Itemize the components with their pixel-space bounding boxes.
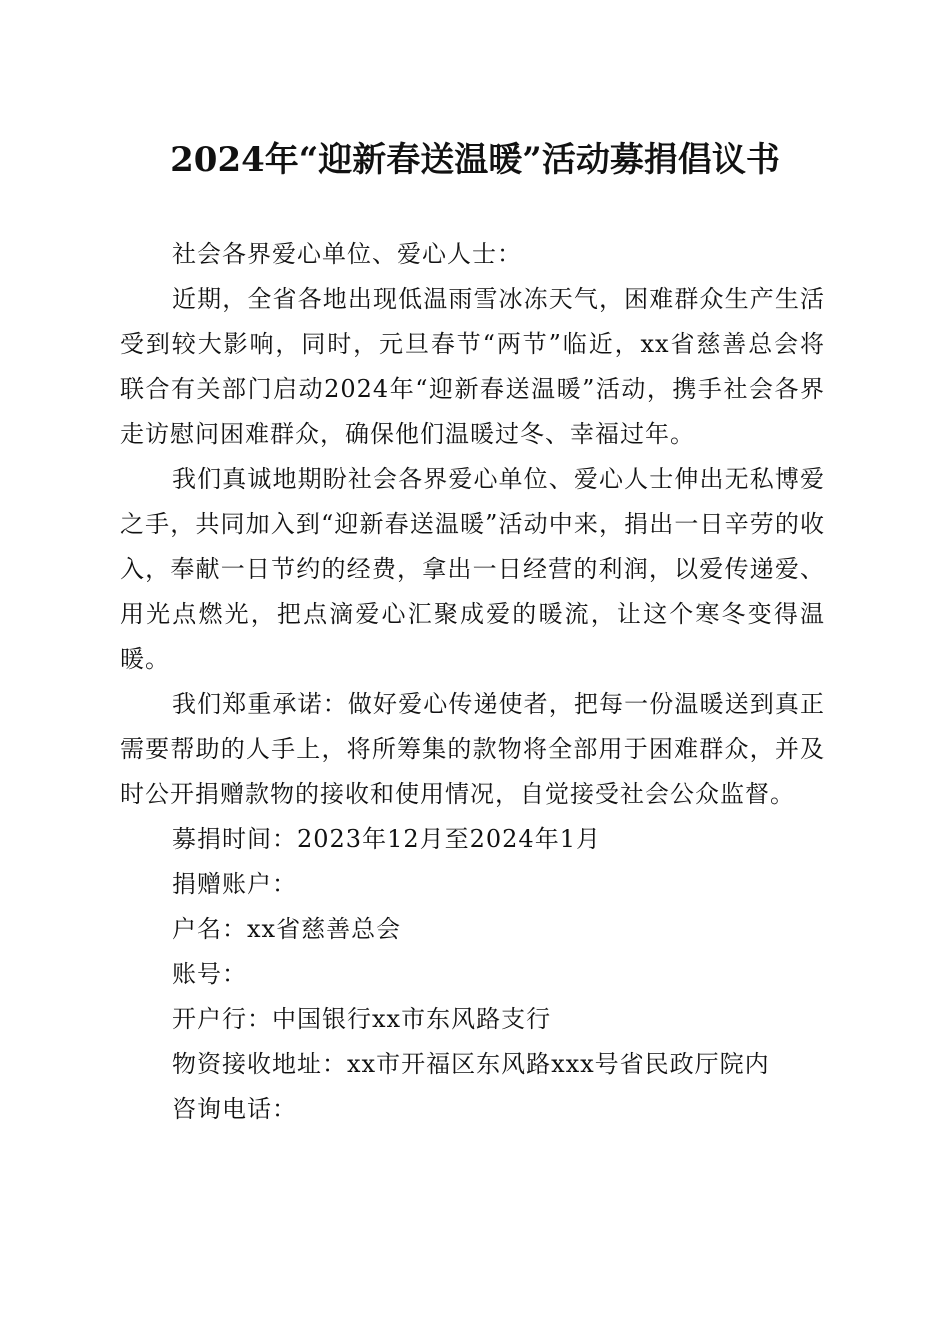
account-number: 账号： <box>172 960 247 988</box>
paragraph: 我们真诚地期盼社会各界爱心单位、爱心人士伸出无私博爱之手，共同加入到“迎新春送温暖”活动中来，捐出一日辛劳的收入，奉献一日节约的经费，拿出一日经营的利润，以爱传递爱、用光点燃光，把点滴爱心汇聚成爱的暖流，让这个寒冬变得温暖。 <box>120 465 825 673</box>
document-body <box>120 232 825 1132</box>
donation-period: 募捐时间：2023年12月至2024年1月 <box>172 825 601 853</box>
document-title: 2024年“迎新春送温暖”活动募捐倡议书 <box>170 140 780 180</box>
bank-branch: 开户行：中国银行xx市东风路支行 <box>172 1005 552 1033</box>
salutation: 社会各界爱心单位、爱心人士： <box>172 240 522 268</box>
account-name: 户名：xx省慈善总会 <box>172 915 402 943</box>
inquiry-phone: 咨询电话： <box>172 1095 297 1123</box>
paragraph: 近期，全省各地出现低温雨雪冰冻天气，困难群众生产生活受到较大影响，同时，元旦春节“两节”临近，xx省慈善总会将联合有关部门启动2024年“迎新春送温暖”活动，携手社会各界走访慰问困难群众，确保他们温暖过冬、幸福过年。 <box>120 285 825 448</box>
account-heading: 捐赠账户： <box>172 870 297 898</box>
paragraph: 我们郑重承诺：做好爱心传递使者，把每一份温暖送到真正需要帮助的人手上，将所筹集的款物将全部用于困难群众，并及时公开捐赠款物的接收和使用情况，自觉接受社会公众监督。 <box>120 690 825 808</box>
receiving-address: 物资接收地址：xx市开福区东风路xxx号省民政厅院内 <box>172 1050 770 1078</box>
